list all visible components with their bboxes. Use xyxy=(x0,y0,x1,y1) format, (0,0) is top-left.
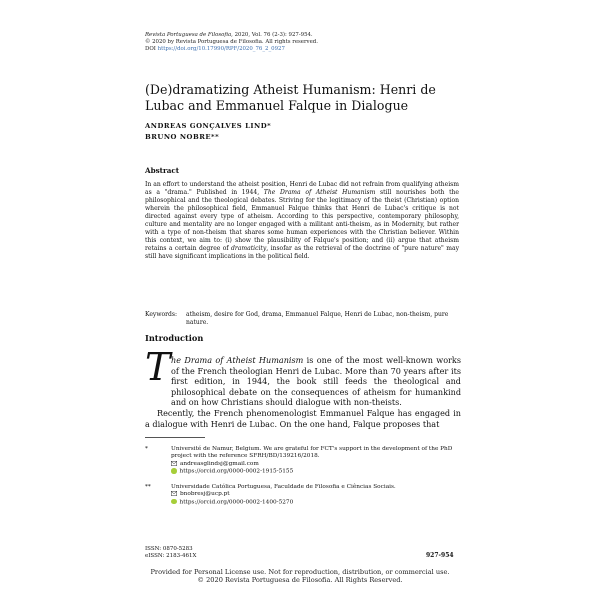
journal-name: Revista Portuguesa de Filosofia xyxy=(145,32,232,38)
orcid-icon xyxy=(171,499,177,505)
copyright-line: © 2020 by Revista Portuguesa de Filosofia. All rights reserved. xyxy=(145,39,318,45)
intro-paragraph-1: he Drama of Atheist Humanism is one of the most well-known works of the French theologian Henri de Lubac. More than 70 years after its first edition, in 1944, the book still feeds the theological and philosophical debate on the consequences of atheism for humankind and on how Christians should dialogue with non-theists. xyxy=(171,355,461,408)
license-line: Provided for Personal License use. Not for reproduction, distribution, or commercial use. xyxy=(150,568,450,576)
issn-electronic: eISSN: 2183-461X xyxy=(145,553,197,559)
drop-cap: T xyxy=(145,345,171,389)
keywords-label: Keywords: xyxy=(145,311,178,318)
doi-line: DOI https://doi.org/10.17990/RPF/2020_76_2_0927 xyxy=(145,46,285,52)
citation-line xyxy=(145,32,318,39)
issn-print: ISSN: 0870-5283 xyxy=(145,546,193,552)
footer-copyright: © 2020 Revista Portuguesa de Filosofia. All Rights Reserved. xyxy=(197,576,403,585)
issue-info: , 2020, Vol. 76 (2-3): 927-954. xyxy=(231,32,313,38)
email-link[interactable]: bnobresj@ucp.pt xyxy=(180,491,230,498)
introduction-body xyxy=(145,355,461,429)
orcid-link[interactable]: https://orcid.org/0000-0002-1400-5270 xyxy=(179,499,294,506)
keywords xyxy=(145,311,459,327)
footnote-1 xyxy=(145,446,461,476)
orcid-link[interactable]: https://orcid.org/0000-0002-1915-5155 xyxy=(179,468,294,475)
introduction-heading: Introduction xyxy=(145,333,204,343)
footnote-text: Universidade Católica Portuguesa, Faculdade de Filosofia e Ciências Sociais. xyxy=(171,484,396,490)
footnote-marker: * xyxy=(145,446,148,452)
email-icon xyxy=(171,491,177,496)
footnote-text: Université de Namur, Belgium. We are grateful for FCT's support in the development of the PhD project with the reference SFRH/BD/139216/2018. xyxy=(171,446,453,460)
article-title: (De)dramatizing Atheist Humanism: Henri de Lubac and Emmanuel Falque in Dialogue xyxy=(145,82,436,113)
email-icon xyxy=(171,461,177,466)
footnote-divider xyxy=(145,437,205,438)
journal-header xyxy=(145,32,318,53)
keywords-value: atheism, desire for God, drama, Emmanuel Falque, Henri de Lubac, non-theism, pure nature. xyxy=(186,311,449,326)
author-1: ANDREAS GONÇALVES LIND* xyxy=(145,122,272,130)
email-link[interactable]: andreasglindsj@gmail.com xyxy=(180,460,259,467)
abstract-heading: Abstract xyxy=(145,166,180,175)
page-range: 927-954 xyxy=(426,552,454,559)
license-footer xyxy=(0,568,600,585)
doi-link[interactable]: https://doi.org/10.17990/RPF/2020_76_2_0927 xyxy=(157,46,285,52)
issn-block xyxy=(145,546,196,560)
footnote-marker: ** xyxy=(145,484,151,490)
orcid-icon xyxy=(171,468,177,474)
abstract-text: In an effort to understand the atheist position, Henri de Lubac did not refrain from qualifying atheism as a "drama." Published in 1944, The Drama of Atheist Humanism still nourishes both the philosophical and the theological debates. Striving for the legitimacy of the theist (Christian) option wherein the philosophical field, Emmanuel Falque thinks that Henri de Lubac's critique is not directed against every type of atheism. According to this perspective, contemporary philosophy, culture and mentality are no longer engaged with a militant anti-theism, as in Modernity, but rather with a type of non-theism that shares some human experiences with the Christian believer. Within this context, we aim to: (i) show the plausibility of Falque's position; and (ii) argue that atheism retains a certain degree of dramaticity, insofar as the retrieval of the doctrine of "pure nature" may still have significant implications in the political field. xyxy=(145,181,460,261)
intro-paragraph-2: Recently, the French phenomenologist Emmanuel Falque has engaged in a dialogue with Henri de Lubac. On the one hand, Falque proposes that xyxy=(145,407,461,429)
author-2: BRUNO NOBRE** xyxy=(145,133,220,141)
footnote-2 xyxy=(145,484,461,507)
